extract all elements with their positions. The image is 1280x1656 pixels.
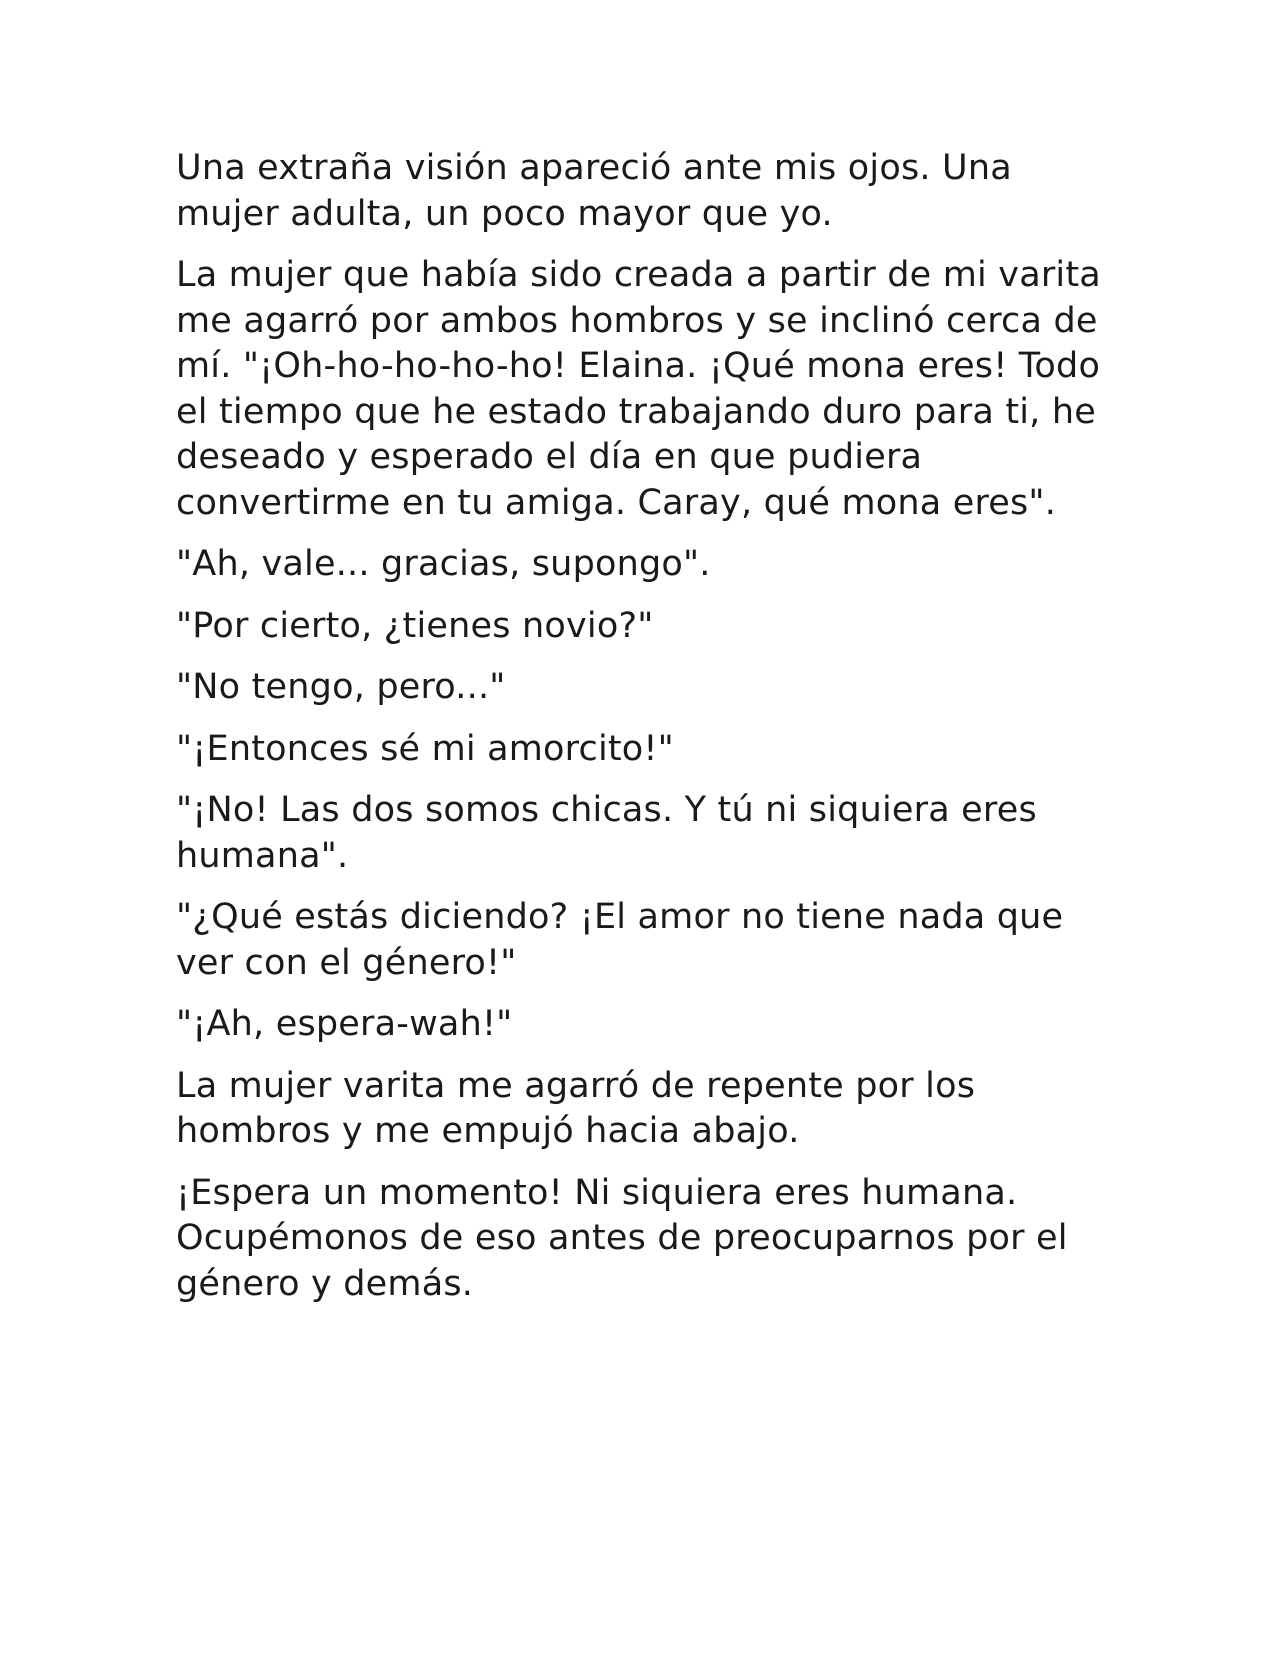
paragraph: "¿Qué estás diciendo? ¡El amor no tiene nada que ver con el género!": [176, 897, 1064, 983]
paragraph: "¡Ah, espera-wah!": [176, 1004, 513, 1044]
paragraph: Una extraña visión apareció ante mis ojos. Una mujer adulta, un poco mayor que yo.: [176, 148, 1012, 234]
paragraph: "¡No! Las dos somos chicas. Y tú ni siquiera eres humana".: [176, 790, 1037, 876]
paragraph: La mujer varita me agarró de repente por los hombros y me empujó hacia abajo.: [176, 1065, 976, 1151]
paragraph: ¡Espera un momento! Ni siquiera eres humana. Ocupémonos de eso antes de preocuparnos por el género y demás.: [176, 1172, 1068, 1304]
paragraph: "No tengo, pero...": [176, 667, 506, 707]
story-text: [176, 146, 1116, 1323]
paragraph: La mujer que había sido creada a partir de mi varita me agarró por ambos hombros y se inclinó cerca de mí. "¡Oh-ho-ho-ho-ho! Elaina. ¡Qué mona eres! Todo el tiempo que he estado trabajando duro para ti, he deseado y esperado el día en que pudiera convertirme en tu amiga. Caray, qué mona eres".: [176, 255, 1101, 523]
paragraph: "Ah, vale... gracias, supongo".: [176, 544, 711, 584]
paragraph: "Por cierto, ¿tienes novio?": [176, 605, 654, 646]
paragraph: "¡Entonces sé mi amorcito!": [176, 728, 674, 769]
